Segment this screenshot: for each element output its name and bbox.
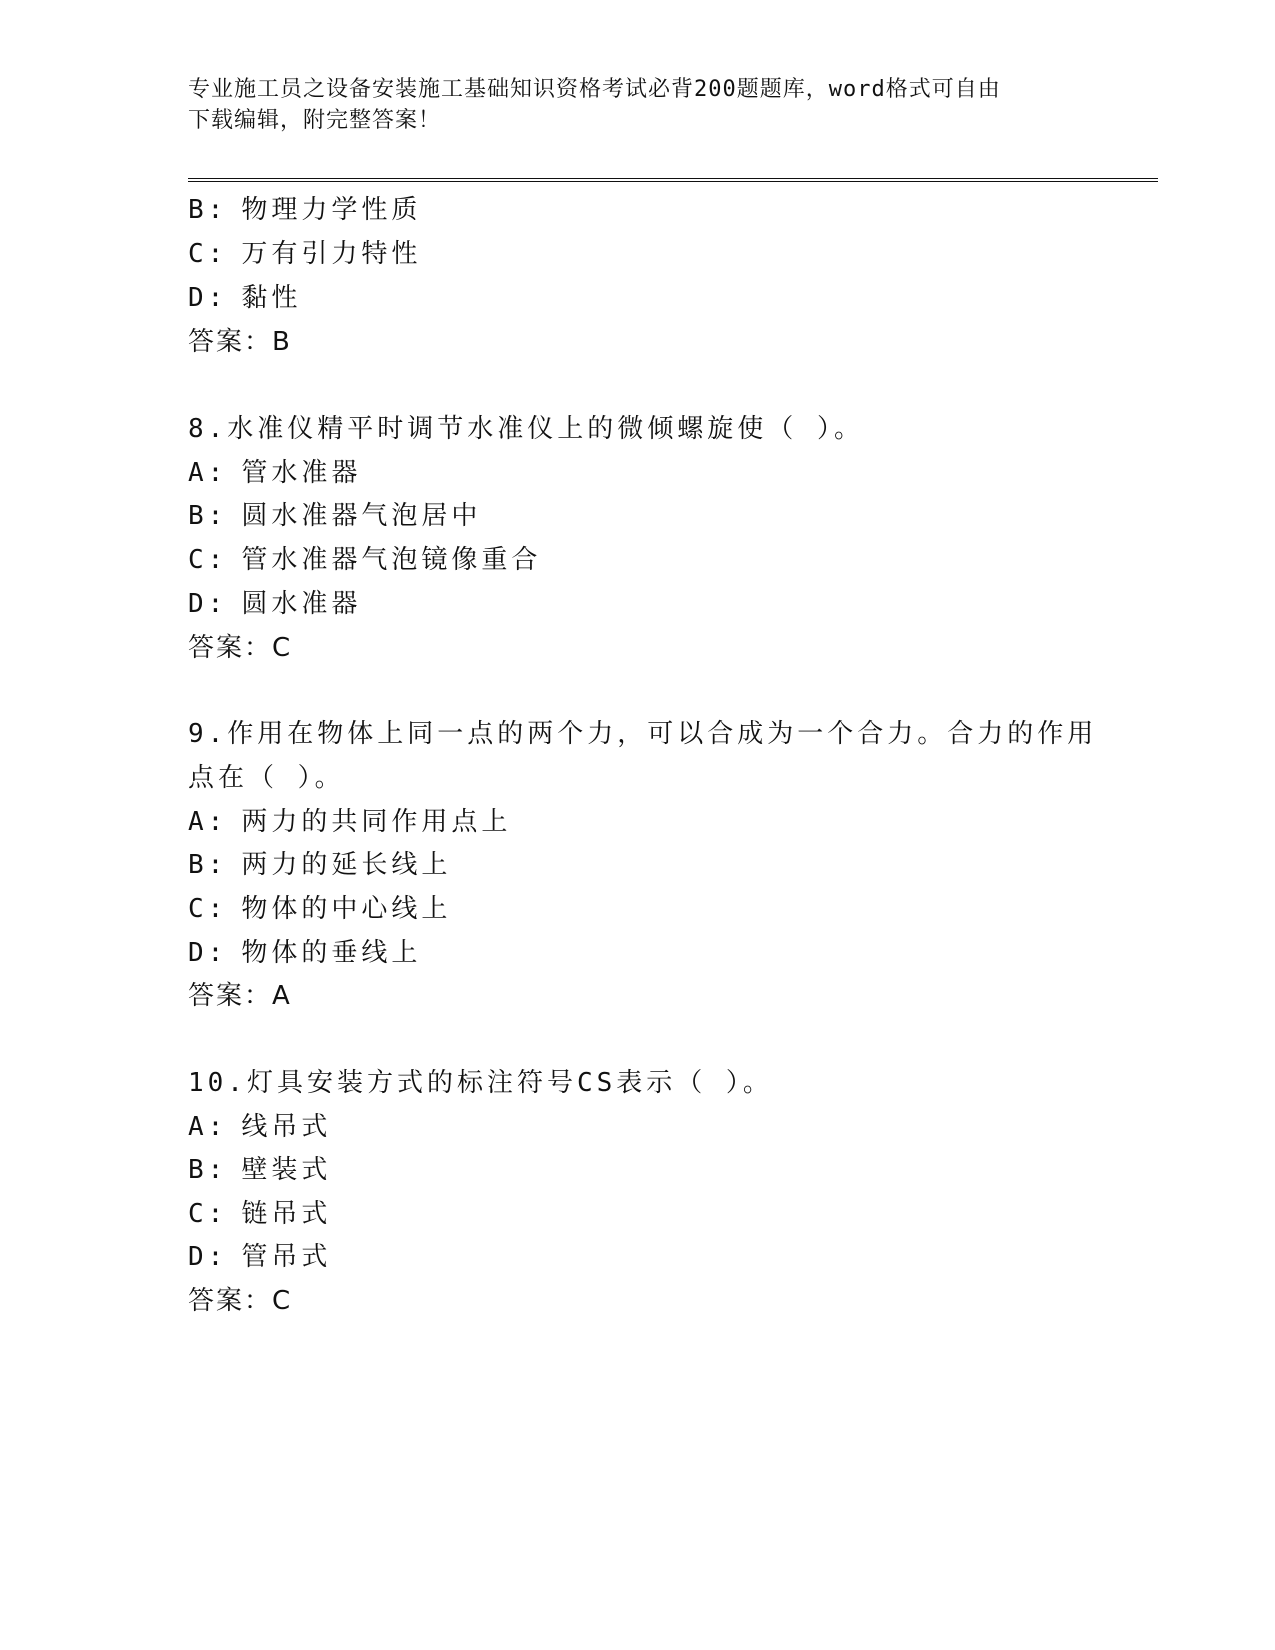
option-letter: D: [188,589,228,619]
q10-option-b [188,1153,331,1187]
q9-stem-line-1: 9.作用在物体上同一点的两个力，可以合成为一个合力。合力的作用 [188,719,1098,749]
q9-stem-line-2: 点在（ ）。 [188,763,345,793]
option-text: 物体的中心线上 [241,894,452,924]
option-letter: A: [188,1112,228,1142]
q8-option-d [188,587,361,621]
q10-option-a [188,1110,331,1144]
q7-option-b [188,193,421,227]
header-title-line-2: 下载编辑，附完整答案！ [188,108,442,133]
option-letter: C: [188,894,228,924]
q7-option-c [188,237,421,271]
option-text: 圆水准器气泡居中 [241,501,482,531]
option-letter: D: [188,283,228,313]
option-text: 黏性 [241,283,302,313]
q7-answer: 答案：B [188,327,292,357]
q8-option-a [188,456,361,490]
option-text: 壁装式 [241,1155,332,1185]
q7-option-d [188,281,301,315]
q9-option-a [188,805,511,839]
q9-option-c [188,892,451,926]
q8-stem: 8.水准仪精平时调节水准仪上的微倾螺旋使（ ）。 [188,414,864,444]
q8-option-c [188,543,541,577]
q10-answer: 答案：C [188,1286,293,1316]
option-letter: B: [188,195,228,225]
q9-option-d [188,936,421,970]
option-letter: B: [188,1155,228,1185]
option-letter: B: [188,501,228,531]
option-text: 管水准器 [241,458,362,488]
option-letter: C: [188,239,228,269]
q10-stem: 10.灯具安装方式的标注符号CS表示（ ）。 [188,1068,773,1098]
option-letter: A: [188,807,228,837]
option-text: 圆水准器 [241,589,362,619]
header-title-line-1: 专业施工员之设备安装施工基础知识资格考试必背200题题库，word格式可自由 [188,77,1001,102]
page-header [188,74,1068,136]
option-text: 线吊式 [241,1112,332,1142]
option-letter: D: [188,1242,228,1272]
q10-option-c [188,1197,331,1231]
header-double-rule [188,178,1158,182]
option-letter: C: [188,1199,228,1229]
q10-option-d [188,1240,331,1274]
q8-option-b [188,499,481,533]
option-text: 两力的延长线上 [241,850,452,880]
q9-answer: 答案：A [188,981,292,1011]
option-letter: A: [188,458,228,488]
option-letter: B: [188,850,228,880]
option-text: 物体的垂线上 [241,938,422,968]
q9-option-b [188,848,451,882]
option-text: 管吊式 [241,1242,332,1272]
option-letter: D: [188,938,228,968]
q8-answer: 答案：C [188,633,293,663]
option-text: 两力的共同作用点上 [241,807,512,837]
option-text: 管水准器气泡镜像重合 [241,545,542,575]
option-text: 链吊式 [241,1199,332,1229]
option-letter: C: [188,545,228,575]
option-text: 物理力学性质 [241,195,422,225]
option-text: 万有引力特性 [241,239,422,269]
